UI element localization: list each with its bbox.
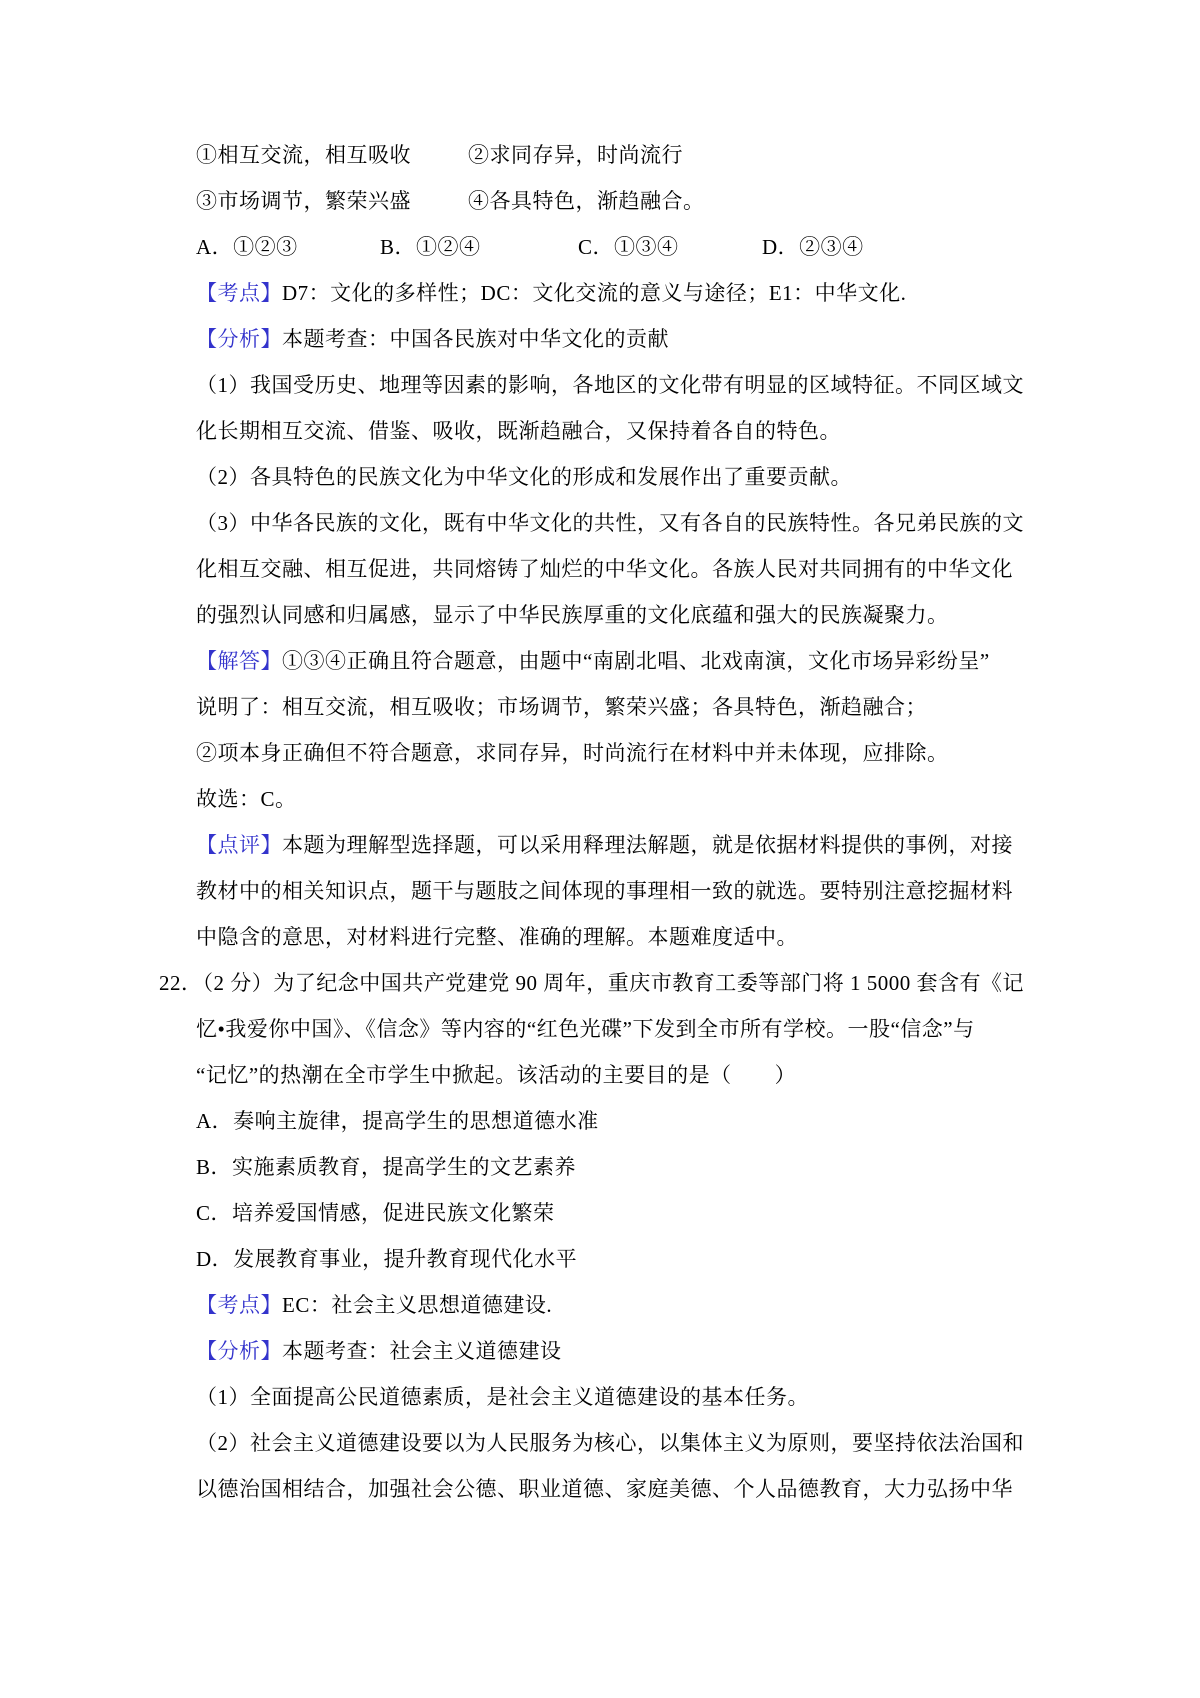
text-line	[196, 224, 1020, 270]
section-label: 【分析】	[196, 327, 282, 351]
text-line: （2）社会主义道德建设要以为人民服务为核心，以集体主义为原则，要坚持依法治国和	[196, 1431, 1024, 1455]
text-line: （2）各具特色的民族文化为中华文化的形成和发展作出了重要贡献。	[196, 465, 852, 489]
line-text: EC：社会主义思想道德建设.	[282, 1293, 553, 1317]
text-line: 化长期相互交流、借鉴、吸收，既渐趋融合，又保持着各自的特色。	[196, 419, 841, 443]
line-text: 本题考查：社会主义道德建设	[282, 1339, 562, 1363]
text-line	[196, 132, 1020, 178]
document-content	[159, 132, 1024, 1512]
text-line	[196, 822, 1020, 868]
section-label: 【点评】	[196, 833, 282, 857]
text-line	[196, 638, 1020, 684]
option-item: ③市场调节，繁荣兴盛	[196, 189, 411, 213]
option-item: C．①③④	[578, 235, 679, 259]
option-item: ②求同存异，时尚流行	[468, 143, 683, 167]
option-item: ①相互交流，相互吸收	[196, 143, 411, 167]
line-text: D7：文化的多样性；DC：文化交流的意义与途径；E1：中华文化.	[282, 281, 907, 305]
section-label: 【分析】	[196, 1339, 282, 1363]
option-item: B．①②④	[380, 235, 481, 259]
option-item: ④各具特色，渐趋融合。	[468, 189, 705, 213]
text-line: B．实施素质教育，提高学生的文艺素养	[196, 1155, 577, 1179]
text-line: “记忆”的热潮在全市学生中掀起。该活动的主要目的是（ ）	[196, 1063, 797, 1087]
text-line: （3）中华各民族的文化，既有中华文化的共性，又有各自的民族特性。各兄弟民族的文	[196, 511, 1024, 535]
text-line: D．发展教育事业，提升教育现代化水平	[196, 1247, 578, 1271]
text-line: A．奏响主旋律，提高学生的思想道德水准	[196, 1109, 599, 1133]
text-line	[196, 316, 1020, 362]
text-line: 的强烈认同感和归属感，显示了中华民族厚重的文化底蕴和强大的民族凝聚力。	[196, 603, 949, 627]
text-line	[196, 1282, 1020, 1328]
line-text: 本题为理解型选择题，可以采用释理法解题，就是依据材料提供的事例，对接	[282, 833, 1013, 857]
section-label: 【解答】	[196, 649, 282, 673]
text-line: 以德治国相结合，加强社会公德、职业道德、家庭美德、个人品德教育，大力弘扬中华	[196, 1477, 1013, 1501]
text-line: 化相互交融、相互促进，共同熔铸了灿烂的中华文化。各族人民对共同拥有的中华文化	[196, 557, 1013, 581]
question-line: 22．（2 分）为了纪念中国共产党建党 90 周年，重庆市教育工委等部门将 1 5000 套含有《记	[159, 971, 1024, 995]
text-line: 故选：C。	[196, 787, 297, 811]
line-text: 本题考查：中国各民族对中华文化的贡献	[282, 327, 669, 351]
text-line: 教材中的相关知识点，题干与题肢之间体现的事理相一致的就选。要特别注意挖掘材料	[196, 879, 1013, 903]
text-line: （1）我国受历史、地理等因素的影响，各地区的文化带有明显的区域特征。不同区域文	[196, 373, 1024, 397]
option-item: D．②③④	[762, 235, 864, 259]
text-line: 中隐含的意思，对材料进行完整、准确的理解。本题难度适中。	[196, 925, 798, 949]
text-line: C．培养爱国情感，促进民族文化繁荣	[196, 1201, 555, 1225]
section-label: 【考点】	[196, 1293, 282, 1317]
section-label: 【考点】	[196, 281, 282, 305]
text-line	[196, 1328, 1020, 1374]
text-line: 忆•我爱你中国》、《信念》等内容的“红色光碟”下发到全市所有学校。一股“信念”与	[196, 1017, 975, 1041]
text-line: 说明了：相互交流，相互吸收；市场调节，繁荣兴盛；各具特色，渐趋融合；	[196, 695, 927, 719]
text-line: ②项本身正确但不符合题意，求同存异，时尚流行在材料中并未体现，应排除。	[196, 741, 949, 765]
option-item: A．①②③	[196, 235, 298, 259]
text-line: （1）全面提高公民道德素质，是社会主义道德建设的基本任务。	[196, 1385, 809, 1409]
line-text: ①③④正确且符合题意，由题中“南剧北唱、北戏南演，文化市场异彩纷呈”	[282, 649, 990, 673]
text-line	[196, 178, 1020, 224]
text-line	[196, 270, 1020, 316]
